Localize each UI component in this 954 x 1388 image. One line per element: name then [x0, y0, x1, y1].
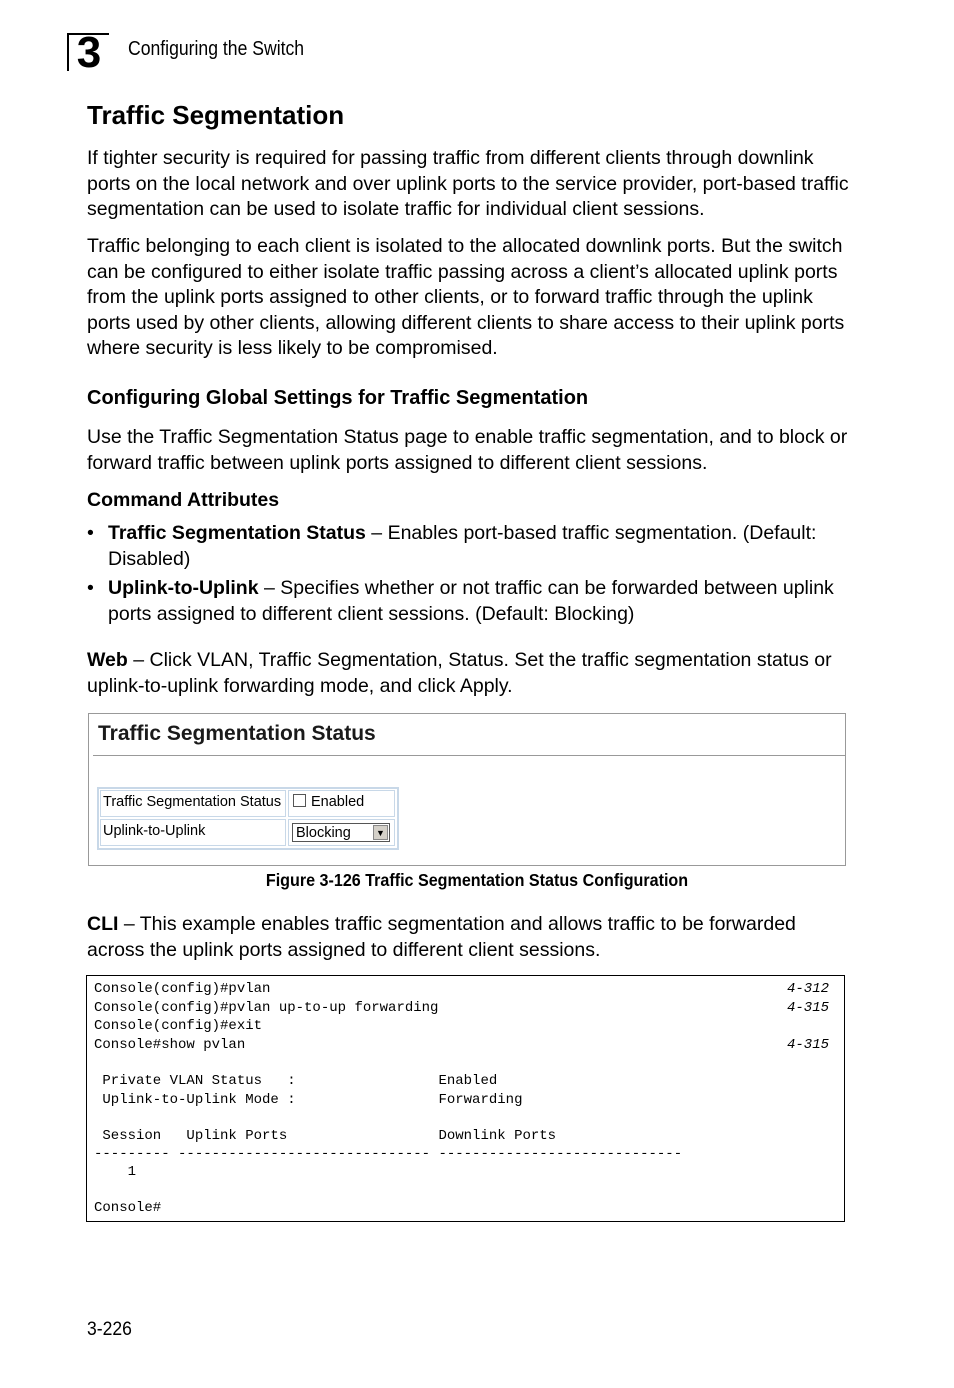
- code-line: --------- ------------------------------ -----------------------------: [94, 1146, 683, 1162]
- status-label: Traffic Segmentation Status: [100, 790, 286, 817]
- bullet-marker: •: [87, 577, 94, 599]
- code-line: Console#show pvlan: [94, 1037, 246, 1053]
- enabled-label: Enabled: [311, 794, 365, 810]
- attribute-desc: – Enables port-based traffic segmentation. (Default: Disabled): [108, 522, 817, 570]
- page-number: 3-226: [87, 1318, 132, 1340]
- intro-paragraph-1: If tighter security is required for passing traffic from different clients through downlink ports on the local network and over uplink ports to the service provider, port-based traffic segmentation can be used to isolate traffic for individual client sessions.: [87, 147, 849, 220]
- cli-instructions: [87, 912, 857, 963]
- code-line: Console(config)#pvlan: [94, 981, 271, 997]
- attribute-term: Traffic Segmentation Status: [108, 522, 366, 544]
- panel-title: Traffic Segmentation Status: [98, 722, 376, 745]
- code-line: Console(config)#exit: [94, 1018, 263, 1034]
- attribute-term: Uplink-to-Uplink: [108, 577, 259, 599]
- web-label: Web: [87, 649, 128, 671]
- attribute-desc: – Specifies whether or not traffic can be forwarded between uplink ports assigned to different client sessions. (Default: Blocking): [108, 577, 834, 625]
- cli-example-box: [86, 975, 845, 1222]
- status-cell: [288, 790, 395, 817]
- enabled-checkbox[interactable]: [293, 794, 306, 807]
- bullet-marker: •: [87, 522, 94, 544]
- uplink-mode-select[interactable]: [292, 823, 390, 842]
- web-text: – Click VLAN, Traffic Segmentation, Status. Set the traffic segmentation status or uplink-to-uplink forwarding mode, and click Apply.: [87, 649, 832, 697]
- cli-text: – This example enables traffic segmentation and allows traffic to be forwarded across the uplink ports assigned to different client sessions.: [87, 913, 796, 961]
- uplink-cell: [288, 819, 395, 846]
- code-line: Private VLAN Status : Enabled: [94, 1073, 498, 1089]
- code-reference: 4-315: [786, 1037, 829, 1053]
- code-line: Console(config)#pvlan up-to-up forwarding: [94, 1000, 439, 1016]
- code-line: Uplink-to-Uplink Mode : Forwarding: [94, 1092, 523, 1108]
- code-reference: 4-315: [786, 1000, 829, 1016]
- subsection-intro: Use the Traffic Segmentation Status page to enable traffic segmentation, and to block or forward traffic between uplink ports assigned to different client sessions.: [87, 426, 848, 474]
- figure-screenshot: [88, 713, 846, 866]
- dropdown-arrow-icon[interactable]: ▼: [373, 825, 388, 840]
- subsection-title: Configuring Global Settings for Traffic Segmentation: [87, 387, 589, 409]
- chapter-number: 3: [67, 33, 109, 71]
- code-line: Session Uplink Ports Downlink Ports: [94, 1128, 557, 1144]
- attributes-heading: Command Attributes: [87, 489, 280, 511]
- panel-divider: [93, 755, 845, 756]
- uplink-mode-value: Blocking: [296, 825, 351, 841]
- figure-caption: Figure 3-126 Traffic Segmentation Status Configuration: [265, 870, 689, 890]
- settings-table: [97, 787, 399, 850]
- code-reference: 4-312: [786, 981, 829, 997]
- code-line: Console#: [94, 1200, 162, 1216]
- intro-paragraph-2: Traffic belonging to each client is isolated to the allocated downlink ports. But the switch can be configured to either isolate traffic passing across a client’s allocated uplink ports from the uplink ports assigned to other clients, or to forward traffic through the uplink ports used by other clients, allowing different clients to share access to their uplink ports where security is less likely to be compromised.: [87, 235, 845, 359]
- uplink-label: Uplink-to-Uplink: [100, 819, 286, 846]
- web-instructions: [87, 648, 857, 699]
- cli-label: CLI: [87, 913, 119, 935]
- chapter-title: Configuring the Switch: [128, 38, 305, 60]
- section-title: Traffic Segmentation: [87, 100, 345, 130]
- code-line: 1: [94, 1164, 137, 1180]
